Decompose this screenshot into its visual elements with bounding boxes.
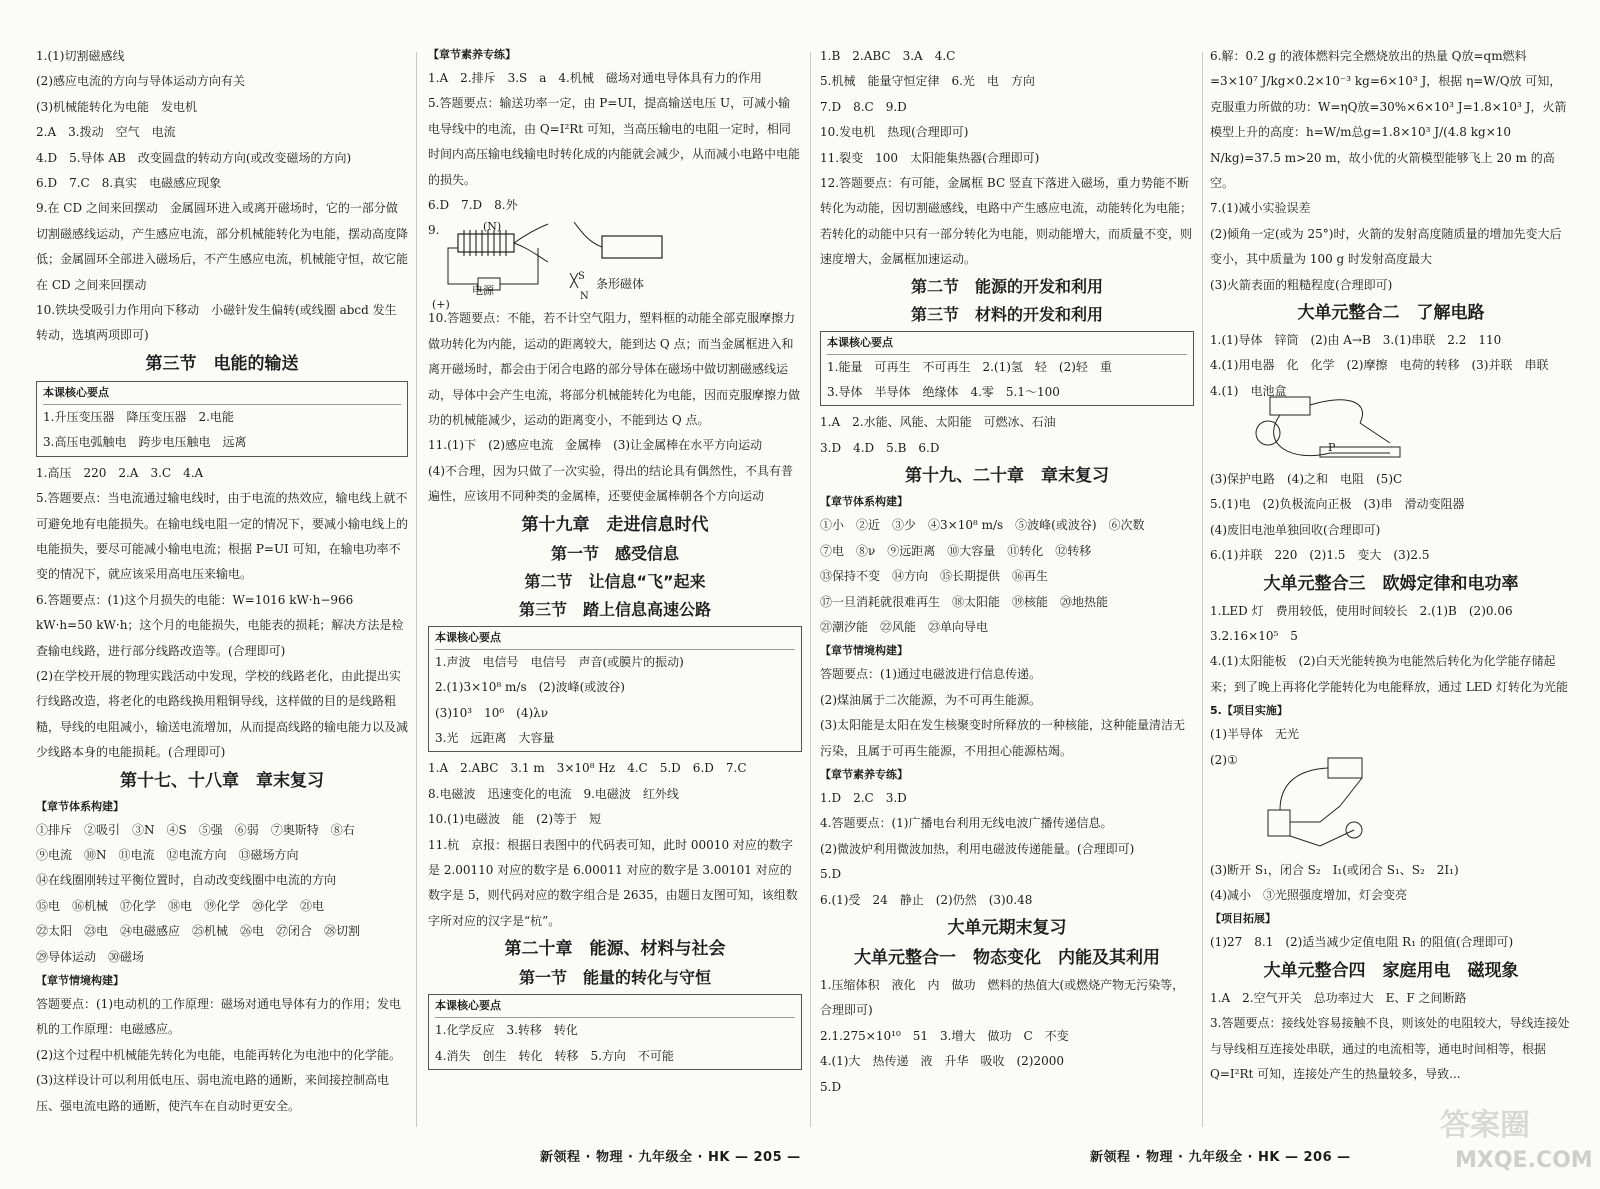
scene-line: 答题要点：(1)通过电磁波进行信息传递。 — [820, 667, 1041, 682]
core-line: 2.(1)3×10⁸ m/s (2)波峰(或波谷) — [435, 680, 625, 695]
circuit-figure-1 — [1210, 379, 1572, 467]
answer-line: (2)倾角一定(或为 25°)时，火箭的发射高度随质量的增加先变大后变小，其中质量为 100 g 时发射高度最大 — [1210, 226, 1562, 267]
answer-line: (2)① — [1210, 752, 1238, 767]
answer-line: 9.在 CD 之间来回摆动 金属圆环进入或离开磁场时，它的一部分做切割磁感线运动，产生感应电流，部分机械能转化为电能，摆动高度降低；金属圆环全部进入磁场后，不产生感应电流，机械能守恒，故它能在 CD 之间来回摆动 — [36, 201, 408, 292]
system-line: ⑬保持不变 ⑭方向 ⑮长期提供 ⑯再生 — [820, 569, 1049, 584]
answer-line: 3.2.16×10⁵ 5 — [1210, 628, 1298, 643]
core-points-box — [820, 331, 1194, 407]
answer-line: 5.答题要点：当电流通过输电线时，由于电流的热效应，输电线上就不可避免地有电能损失。在输电线电阻一定的情况下，要减小输电线上的电能损失，要尽可能减小输电电流；根据 P=UI 可知，在输电功率不变的情况下，就应该采用高电压来输电。 — [36, 491, 408, 582]
core-line: 1.升压变压器 降压变压器 2.电能 — [43, 409, 234, 424]
answer-line: 1.A 2.空气开关 总功率过大 E、F 之间断路 — [1210, 990, 1467, 1005]
core-points-box — [428, 626, 802, 753]
system-line: ①排斥 ②吸引 ③N ④S ⑤强 ⑥弱 ⑦奥斯特 ⑧右 — [36, 822, 355, 837]
project-tag: 5.【项目实施】 — [1210, 704, 1288, 718]
answer-column-1 — [36, 44, 408, 1129]
system-line: ㉙导体运动 ㉚磁场 — [36, 949, 145, 964]
answer-line: 6.(1)受 24 静止 (2)仍然 (3)0.48 — [820, 892, 1033, 907]
core-points-tag: 本课核心要点 — [435, 995, 795, 1018]
answer-line: 9. — [428, 223, 440, 238]
answer-line: 7.D 8.C 9.D — [820, 99, 907, 114]
system-line: ⑰一旦消耗就很难再生 ⑱太阳能 ⑲核能 ⑳地热能 — [820, 594, 1109, 609]
answer-line: 4.(1)用电器 化 化学 (2)摩擦 电荷的转移 (3)并联 串联 — [1210, 358, 1549, 373]
core-line: (3)10³ 10⁶ (4)λν — [435, 705, 549, 720]
answer-line: 1.A 2.排斥 3.S a 4.机械 磁场对通电导体具有力的作用 — [428, 71, 762, 85]
answer-line: 7.(1)减小实验误差 — [1210, 201, 1311, 216]
answer-line: 11.裂变 100 太阳能集热器(合理即可) — [820, 150, 1040, 165]
answer-line: 1.(1)导体 锌筒 (2)由 A→B 3.(1)串联 2.2 110 — [1210, 333, 1502, 348]
answer-column-4 — [1210, 44, 1572, 1129]
coil-magnet-figure — [428, 218, 802, 312]
answer-line: 3.D 4.D 5.B 6.D — [820, 440, 940, 455]
system-line: ①小 ②近 ③少 ④3×10⁸ m/s ⑤波峰(或波谷) ⑥次数 — [820, 518, 1145, 533]
scene-line: 答题要点：(1)电动机的工作原理：磁场对通电导体有力的作用；发电机的工作原理：电磁感应。 — [36, 997, 402, 1037]
section-title: 第三节 电能的输送 — [145, 353, 299, 374]
literacy-tag: 【章节素养专练】 — [820, 767, 908, 781]
answer-line: (2)在学校开展的物理实践活动中发现，学校的线路老化，由此提出实行线路改造，将老化的电路线换用粗铜导线，这样做的目的是线路粗糙，导线的电阻减小，输送电流增加，从而提高线路的输电能力以及减少线路本身的电能损耗。(合理即可) — [36, 668, 408, 760]
system-tag: 【章节体系构建】 — [820, 495, 908, 509]
answer-line: (3)火箭表面的粗糙程度(合理即可) — [1210, 277, 1393, 292]
core-line: 1.声波 电信号 电信号 声音(或膜片的振动) — [435, 654, 684, 669]
answer-line: 5.D — [820, 867, 842, 882]
answer-line: 12.答题要点：有可能，金属框 BC 竖直下落进入磁场，重力势能不断转化为动能，因切割磁感线，电路中产生感应电流，动能转化为电能；若转化的动能中只有一部分转化为电能，则动能增大，而质量不变，则速度增大，金属框加速运动。 — [820, 176, 1193, 267]
answer-line: 4.(1) 电池盒 — [1210, 383, 1287, 398]
system-line: ⑨电流 ⑩N ⑪电流 ⑫电流方向 ⑬磁场方向 — [36, 847, 299, 862]
unit-title: 大单元整合二 了解电路 — [1297, 303, 1485, 324]
answer-line: 6.D 7.C 8.真实 电磁感应现象 — [36, 176, 222, 191]
answer-line: 1.压缩体积 液化 内 做功 燃料的热值大(或燃烧产物无污染等，合理即可) — [820, 977, 1185, 1018]
answer-line: 5.机械 能量守恒定律 6.光 电 方向 — [820, 74, 1035, 89]
answer-line: 10.答题要点：不能，若不计空气阻力，塑料框的动能全部克服摩擦力做功转化为内能，运动的距离较大，能到达 Q 点；而当金属框进入和离开磁场时，都会由于闭合电路的部分导体在磁场中做切割磁感线运动，导体中会产生电流，将部分机械能转化为电能，因而克服摩擦力做功的机械能减少，运动的距离变小，不能到达 Q 点。 — [428, 311, 801, 428]
magnet-label: 条形磁体 — [596, 277, 645, 292]
section-title: 第一节 能量的转化与守恒 — [518, 968, 711, 988]
answer-column-3 — [820, 44, 1194, 1129]
answer-line: 3.答题要点：接线处容易接触不良，则该处的电阻较大，导线连接处与导线相互连接处串联，通过的电流相等，通电时间相等，根据 Q=I²Rt 可知，连接处产生的热量较多，导致... — [1210, 1016, 1570, 1081]
answer-line: (4)废旧电池单独回收(合理即可) — [1210, 522, 1381, 537]
system-line: ⑦电 ⑧ν ⑨远距离 ⑩大容量 ⑪转化 ⑫转移 — [820, 543, 1092, 558]
answer-column-2 — [428, 44, 802, 1129]
core-line: 1.能量 可再生 不可再生 2.(1)氢 轻 (2)轻 重 — [827, 359, 1112, 374]
answer-line: (3)断开 S₁，闭合 S₂ I₁(或闭合 S₁、S₂ 2I₁) — [1210, 862, 1459, 877]
system-tag: 【章节体系构建】 — [36, 799, 124, 813]
section-title: 第一节 感受信息 — [550, 543, 679, 563]
extension-tag: 【项目拓展】 — [1210, 912, 1276, 926]
scene-line: (2)煤油属于二次能源，为不可再生能源。 — [820, 692, 1041, 707]
page-footer-left: 新领程 · 物理 · 九年级全 · HK — 205 — — [540, 1150, 801, 1165]
unit-title: 大单元整合四 家庭用电 磁现象 — [1263, 960, 1519, 981]
system-line: ㉑潮汐能 ㉒风能 ㉓单向导电 — [820, 619, 989, 634]
core-line: 3.高压电弧触电 跨步电压触电 远离 — [43, 435, 247, 450]
scene-tag: 【章节情境构建】 — [36, 974, 124, 987]
section-title: 第三节 踏上信息高速公路 — [518, 599, 711, 619]
answer-line: 1.高压 220 2.A 3.C 4.A — [36, 465, 204, 480]
system-line: ⑭在线圈刚转过平衡位置时，自动改变线圈中电流的方向 — [36, 873, 337, 888]
literacy-tag: 【章节素养专练】 — [428, 48, 516, 61]
section-title: 第三节 材料的开发和利用 — [910, 304, 1103, 324]
answer-line: 2.1.275×10¹⁰ 51 3.增大 做功 C 不变 — [820, 1028, 1069, 1043]
answer-line: 11.(1)下 (2)感应电流 金属棒 (3)让金属棒在水平方向运动 — [428, 438, 763, 453]
answer-line: 4.D 5.导体 AB 改变圆盘的转动方向(或改变磁场的方向) — [36, 150, 352, 165]
unit-title: 大单元整合一 物态变化 内能及其利用 — [854, 947, 1160, 968]
answer-line: 11.杭 京报：根据日表图中的代码表可知，此时 00010 对应的数字是 2.00110 对应的数字是 6.00011 对应的数字是 3.00101 对应的数字是 5，则代码对应的数字组合是 2635，由题日友图可知，该组数字所对应的汉字是“杭”。 — [428, 837, 798, 928]
system-line: ㉒太阳 ㉓电 ㉔电磁感应 ㉕机械 ㉖电 ㉗闭合 ㉘切割 — [36, 924, 361, 939]
answer-line: (4)减小 ③光照强度增加，灯会变亮 — [1210, 887, 1407, 902]
needle-n-label: N — [580, 291, 589, 303]
answer-line: 4.(1)大 热传递 液 升华 吸收 (2)2000 — [820, 1054, 1064, 1069]
answer-line: 5.D — [820, 1079, 842, 1094]
answer-line: (4)不合理，因为只做了一次实验，得出的结论具有偶然性，不具有普遍性，应该用不同种类的金属棒，还要使金属棒朝各个方向运动 — [428, 463, 794, 504]
scene-line: (3)这样设计可以利用低电压、弱电流电路的通断，来间接控制高电压、强电流电路的通断，使汽车在自动时更安全。 — [36, 1073, 390, 1113]
core-points-tag: 本课核心要点 — [435, 627, 795, 650]
answer-line: 8.电磁波 迅速变化的电流 9.电磁波 红外线 — [428, 786, 679, 801]
chapter-review-title: 第十九、二十章 章末复习 — [905, 466, 1109, 487]
core-points-box — [428, 994, 802, 1070]
core-line: 3.光 远距离 大容量 — [435, 730, 555, 745]
chapter-title: 第二十章 能源、材料与社会 — [504, 939, 726, 960]
answer-line: (2)感应电流的方向与导体运动方向有关 — [36, 74, 245, 89]
answer-line: 1.LED 灯 费用较低，使用时间较长 2.(1)B (2)0.06 — [1210, 603, 1513, 618]
answer-line: 5.答题要点：输送功率一定，由 P=UI，提高输送电压 U，可减小输电导线中的电流，由 Q=I²Rt 可知，当高压输电的电阻一定时，相同时间内高压输电线输电时转化成的内能就会减少，从而减小电路中电能的损失。 — [428, 96, 801, 187]
answer-line: 6.(1)并联 220 (2)1.5 变大 (3)2.5 — [1210, 548, 1430, 563]
core-line: 1.化学反应 3.转移 转化 — [435, 1023, 578, 1038]
chapter-review-title: 第十七、十八章 章末复习 — [120, 770, 324, 791]
answer-line: 5.(1)电 (2)负极流向正极 (3)串 滑动变阻器 — [1210, 497, 1465, 512]
answer-line: (1)27 8.1 (2)适当减少定值电阻 R₁ 的阻值(合理即可) — [1210, 935, 1514, 950]
answer-line: 2.A 3.拨动 空气 电流 — [36, 125, 176, 140]
answer-line: 1.A 2.水能、风能、太阳能 可燃冰、石油 — [820, 415, 1056, 430]
watermark-logo: 答案圈 — [1440, 1108, 1530, 1143]
core-line: 4.消失 创生 转化 转移 5.方向 不可能 — [435, 1048, 674, 1063]
circuit-figure-2 — [1210, 748, 1572, 858]
source-label: 电源 — [472, 284, 494, 298]
answer-line: (2)微波炉利用微波加热，利用电磁波传递能量。(合理即可) — [820, 841, 1135, 856]
answer-line: 10.(1)电磁波 能 (2)等于 短 — [428, 812, 602, 827]
system-line: ⑮电 ⑯机械 ⑰化学 ⑱电 ⑲化学 ⑳化学 ㉑电 — [36, 898, 325, 913]
answer-line: 10.发电机 热现(合理即可) — [820, 125, 969, 140]
answer-line: 1.(1)切割磁感线 — [36, 49, 125, 63]
answer-line: 4.(1)太阳能板 (2)白天光能转换为电能然后转化为化学能存储起来；到了晚上再将化学能转化为电能释放，通过 LED 灯转化为光能 — [1210, 654, 1568, 694]
answer-line: (1)半导体 无光 — [1210, 727, 1299, 742]
circuit-diagram-2 — [1250, 750, 1390, 858]
answer-line: 4.答题要点：(1)广播电台利用无线电波广播传递信息。 — [820, 816, 1113, 831]
needle-s-label: S — [578, 271, 585, 283]
answer-line: 1.A 2.ABC 3.1 m 3×10⁸ Hz 4.C 5.D 6.D 7.C — [428, 761, 747, 776]
scene-line: (3)太阳能是太阳在发生核聚变时所释放的一种核能，这种能量清洁无污染，且属于可再生能源，不用担心能源枯竭。 — [820, 718, 1186, 758]
answer-line: (3)保护电路 (4)之和 电阻 (5)C — [1210, 471, 1403, 486]
final-review-title: 大单元期末复习 — [947, 917, 1067, 938]
answer-line: 6.解：0.2 g 的液体燃料完全燃烧放出的热量 Q放=qm燃料=3×10⁷ J/kg×0.2×10⁻³ kg=6×10³ J，根据 η=W/Q放 可知，克服重力所做的功：W=ηQ放=30%×6×10³ J=1.8×10³ J，火箭模型上升的高度：h=W/m总g=1.8×10³ J/(4.8 kg×10 N/kg)=37.5 m>20 m，故小优的火箭模型能够飞上 20 m 的高空。 — [1210, 49, 1567, 191]
scene-tag: 【章节情境构建】 — [820, 644, 908, 658]
slider-p-label: P — [1328, 440, 1336, 454]
watermark-url: MXQE.COM — [1455, 1148, 1593, 1173]
coil-n-label: (N) — [483, 220, 502, 234]
answer-line: 10.铁块受吸引力作用向下移动 小磁针发生偏转(或线圈 abcd 发生转动，选填两项即可) — [36, 303, 397, 343]
answer-line: 6.答题要点：(1)这个月损失的电能：W=1016 kW·h−966 kW·h=50 kW·h；这个月的电能损失，电能表的损耗；解决方法是检查输电线路，进行部分线路改造等。(合理即可) — [36, 592, 404, 658]
plus-label: (+) — [432, 298, 450, 312]
answer-line: (3)机械能转化为电能 发电机 — [36, 99, 197, 114]
section-title: 第二节 让信息“飞”起来 — [524, 571, 706, 591]
answer-line: 1.D 2.C 3.D — [820, 790, 907, 805]
answer-line: 1.B 2.ABC 3.A 4.C — [820, 49, 956, 63]
core-points-tag: 本课核心要点 — [43, 382, 401, 405]
chapter-title: 第十九章 走进信息时代 — [521, 514, 709, 535]
core-line: 3.导体 半导体 绝缘体 4.零 5.1～100 — [827, 385, 1060, 400]
answer-line: 6.D 7.D 8.外 — [428, 198, 518, 213]
section-title: 第二节 能源的开发和利用 — [910, 276, 1103, 296]
page-footer-right: 新领程 · 物理 · 九年级全 · HK — 206 — — [1090, 1150, 1351, 1165]
core-points-box — [36, 381, 408, 457]
scene-line: (2)这个过程中机械能先转化为电能，电能再转化为电池中的化学能。 — [36, 1047, 402, 1062]
core-points-tag: 本课核心要点 — [827, 332, 1187, 355]
unit-title: 大单元整合三 欧姆定律和电功率 — [1263, 573, 1519, 594]
